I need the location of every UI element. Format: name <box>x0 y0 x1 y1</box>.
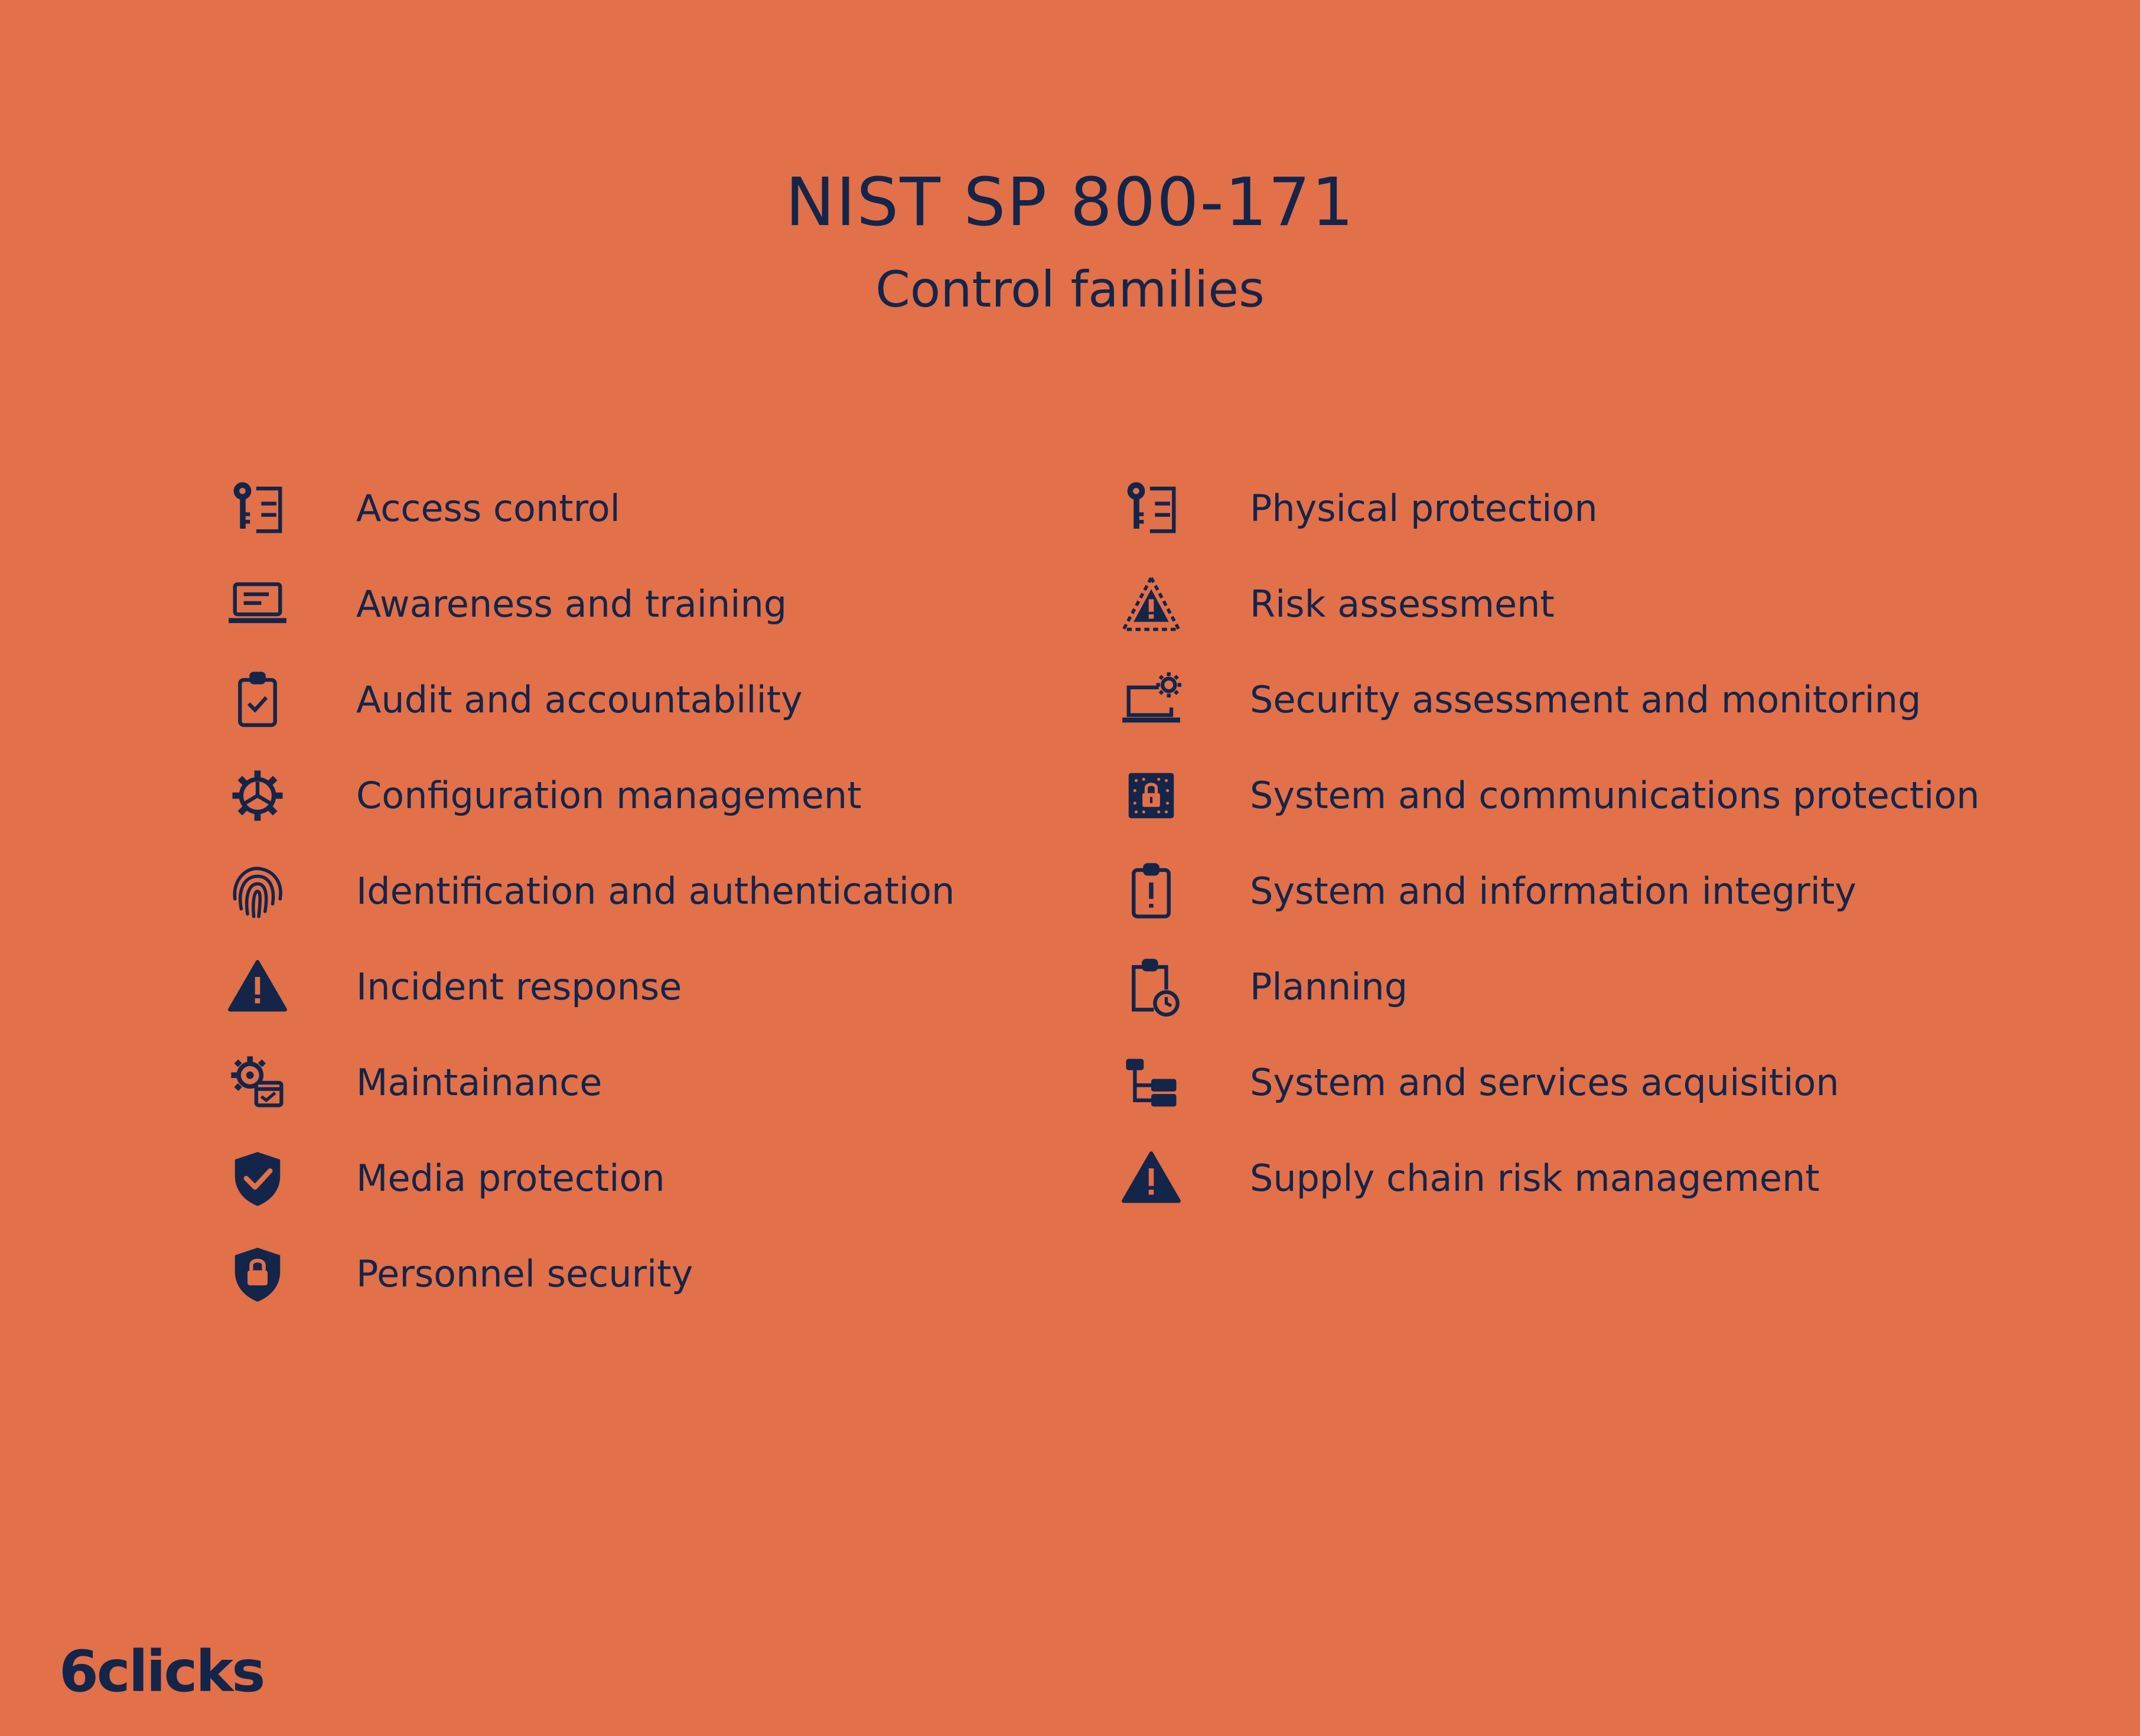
list-item <box>1121 1035 2007 1131</box>
family-label: Audit and accountability <box>356 678 803 721</box>
list-item <box>227 1226 1113 1322</box>
page-subtitle: Control families <box>875 260 1265 318</box>
list-item <box>1121 461 2007 556</box>
family-label: Identification and authentication <box>356 869 955 913</box>
hierarchy-icon <box>1121 1053 1181 1113</box>
laptop-gear-icon <box>1121 670 1181 730</box>
warning-triangle-icon <box>227 957 288 1017</box>
list-item <box>1121 939 2007 1035</box>
page-title: NIST SP 800-171 <box>785 164 1355 241</box>
clipboard-alert-icon <box>1121 861 1181 921</box>
shield-check-icon <box>227 1148 288 1209</box>
family-label: Configuration management <box>356 774 862 817</box>
list-item <box>227 1131 1113 1226</box>
lock-square-icon <box>1121 766 1181 826</box>
warning-triangle-icon <box>1121 1148 1181 1209</box>
list-item <box>227 556 1113 652</box>
key-list-icon <box>227 478 288 539</box>
list-item <box>1121 652 2007 748</box>
list-item <box>1121 556 2007 652</box>
brand-logo: 6clicks <box>59 1639 264 1705</box>
list-item <box>227 939 1113 1035</box>
fingerprint-icon <box>227 861 288 921</box>
families-left-column <box>227 461 1113 1322</box>
family-label: Planning <box>1250 965 1408 1008</box>
clipboard-check-icon <box>227 670 288 730</box>
family-label: Incident response <box>356 965 682 1008</box>
family-label: System and information integrity <box>1250 869 1856 913</box>
family-label: Maintainance <box>356 1061 602 1104</box>
list-item <box>1121 748 2007 843</box>
laptop-icon <box>227 574 288 634</box>
family-label: Supply chain risk management <box>1250 1157 1820 1200</box>
family-label: Physical protection <box>1250 487 1598 530</box>
family-label: Media protection <box>356 1157 665 1200</box>
family-label: System and communications protection <box>1250 774 1980 817</box>
list-item <box>1121 1131 2007 1226</box>
family-label: Access control <box>356 487 620 530</box>
list-item <box>227 843 1113 939</box>
list-item <box>1121 843 2007 939</box>
list-item <box>227 1035 1113 1131</box>
families-right-column <box>1121 461 2007 1226</box>
family-label: System and services acquisition <box>1250 1061 1839 1104</box>
list-item <box>227 461 1113 556</box>
gear-icon <box>227 766 288 826</box>
clipboard-clock-icon <box>1121 957 1181 1017</box>
family-label: Security assessment and monitoring <box>1250 678 1921 721</box>
list-item <box>227 748 1113 843</box>
gear-window-icon <box>227 1053 288 1113</box>
family-label: Awareness and training <box>356 582 787 626</box>
warning-dashed-triangle-icon <box>1121 574 1181 634</box>
list-item <box>227 652 1113 748</box>
key-list-icon <box>1121 478 1181 539</box>
family-label: Risk assessment <box>1250 582 1555 626</box>
family-label: Personnel security <box>356 1252 693 1295</box>
shield-lock-icon <box>227 1244 288 1304</box>
